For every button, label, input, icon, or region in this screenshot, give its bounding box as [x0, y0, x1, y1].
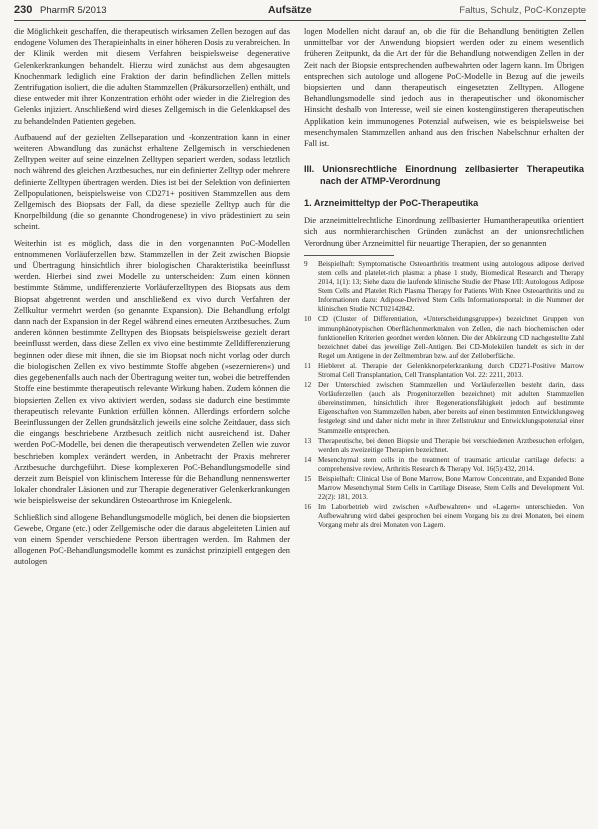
subsection-heading: 1. Arzneimitteltyp der PoC-Therapeutika — [304, 198, 479, 209]
footnote-number: 11 — [304, 361, 311, 370]
body-paragraph: die Möglichkeit geschaffen, die therapeutisch wirksamen Zellen bezogen auf das endogene Volumen des Therapieinhalts in einer höheren Dosis zu verabreichen. In der Klinik werden mit diesem Verfahren beispielsweise degenerative Gelenkerkrankungen behandelt. Hierzu wird zunächst aus dem abgesaugten Knochenmark lediglich eine Fraktion der darin befindlichen Zellen mittels Zentrifugation isoliert, die die adulten Stammzellen (Präkursorzellen) enthält, und diese entweder mit ihrer Konzentration erhöht oder wieder in die Zielregion des Gelenks injiziert. Anschließend wird dieses Zellgemisch in die Gelenkkapsel des zu behandelnden Patienten gegeben. — [14, 27, 290, 126]
footnote-number: 9 — [304, 259, 308, 268]
footnote-text: Mesenchymal stem cells in the treatment of traumatic articular cartilage defects: a comprehensive review, Arthritis Research & Therapy Vol. 16(5):432, 2014. — [318, 455, 584, 473]
left-column — [14, 26, 290, 573]
footnote-text: CD (Cluster of Differentiation, »Unterscheidungsgruppe«) bezeichnet Gruppen von immunphänotypischen Oberflächenmerkmalen von Zellen, die nach biochemischen oder funktionellen Kriterien geordnet werden können. Die der Abkürzung CD nachgestellte Zahl bezeichnet dabei das jeweilige Zell-Antigen. Bei CD-Molekülen handelt es sich in der Regel um Antigene in der Zellmembran bzw. auf der Zelloberfläche. — [318, 315, 584, 360]
body-paragraph: logen Modellen nicht darauf an, ob die für die Behandlung benötigten Zellen unmittelbar vor der Anwendung biopsiert werden oder zu einem wesentlich früheren Zeitpunkt, da die Art der für die Behandlung notwendigen Zellen in der Zeit nach der Biopsie entsprechenden aufbewahrten oder lagern kann. Im Übrigen entsprechen sich autologe und allogene PoC-Modelle in Bezug auf die jeweils biopsierten und dann therapeutisch eingesetzten Zelltypen. Allogene Behandlungsmodelle sind jedoch aus in therapeutischer und ökonomischer Hinsicht deshalb von Interesse, weil sie einen kostengünstigeren therapeutischen Applikation kein immunogenes Potenzial aufweisen, wie es beispielsweise bei mesenchymalen Stammzellen anhand aus den frischen Nabelschnur erhalten der Fall ist. — [304, 27, 584, 149]
body-paragraph: Weiterhin ist es möglich, dass die in den vorgenannten PoC-Modellen entnommenen Vorläuferzellen bzw. Stammzellen in der Zeit zwischen Biopsie und Übertragung hinsichtlich ihrer biologischen Charakteristika beeinflusst werden. Hierbei sind zwei Modelle zu unterscheiden: Zum einen können bestimmte Stämme, undifferenzierte Vorläuferzelltypen des Biopsats aus dem Biopsat abgetrennt werden und anschließend ex vivo durch Verfahren der Zellkultur vermehrt werden (so genannte Expansion). Die Behandlung erfolgt dann nach der Expansion in der Regel während eines erneuten Arztbesuches. Zum anderen können bestimmte Zelltypen des Biopsats beispielsweise gezielt derart beeinflusst werden, dass diese Zellen ex vivo eine bestimmte Zelldifferenzierung beginnen oder diese mit ihnen, die sie im Biopsat noch nicht vorlag oder durch die biologischen Zellen ex vivo bestimmte Stoffe abgeben (»sezernieren«) und dies gegebenenfalls auch nach der Übertragung weiter tun, wobei die betreffenden Stoffe eine bestimmte therapeutisch relevante Wirkung haben. Zudem können die biopsierten Zellen ex vivo aktiviert werden, sodass sie dadurch eine bestimmte therapeutisch relevante Funktion erfüllen können. Allerdings erfordern solche Beeinflussungen der Zellen grundsätzlich jeweils eine solche Zeitdauer, dass sich die eingangs beschriebene Arztbesuch zeitlich nicht ausreichend ist. Daher werden PoC-Modelle, bei denen die therapeutisch verwendeten Zellen wie zuvor beschrieben komplex verändert werden, in Anbetracht der Praxis mehrerer Arztbesuche durchgeführt. Diese komplexeren PoC-Behandlungsmodelle sind derzeit zum Beispiel von klinischem Interesse für die Behandlung nennenswerter lokaler chondraler Läsionen und zur Therapie degenerativer Gelenkerkrankungen wie beispielsweise der sekundären Osteoarthrose im Kniegelenk. — [14, 238, 290, 506]
footnote-number: 16 — [304, 503, 312, 512]
footnote-text: Hiebleret al. Therapie der Gelenkknorpelerkrankung durch CD271-Positive Marrow Stromal Cell Transplantation, Cell Transplantation Vol. 22: 2211, 2013. — [318, 361, 584, 379]
footnote — [304, 315, 584, 360]
footnote — [304, 381, 584, 436]
section-heading: III. Unionsrechtliche Einordnung zellbasierter Therapeutika nach der ATMP-Verordnung — [304, 164, 584, 187]
footnote-rule — [304, 255, 394, 256]
footnote-number: 12 — [304, 381, 312, 390]
footnote — [304, 503, 584, 530]
footnote-text: Therapeutische, bei denen Biopsie und Therapie bei verschiedenen Arztbesuchen erfolgen, werden als zweizeitige Therapien bezeichnet. — [318, 436, 584, 454]
footnote-text: Im Laborbetrieb wird zwischen »Aufbewahren« und »Lagern« unterschieden. Von Aufbewahrung wird dabei gesprochen bei einem Vorgang bis zu drei Monaten, bei einem Vorgang mehr als drei Monaten von Lagern. — [318, 503, 584, 530]
footnotes — [304, 260, 584, 531]
footnote-number: 14 — [304, 455, 312, 464]
right-column — [304, 26, 584, 532]
footnote — [304, 260, 584, 315]
page-number: 230 — [14, 4, 33, 16]
footnote-number: 13 — [304, 436, 312, 445]
footnote — [304, 475, 584, 502]
running-authors: Faltus, Schulz, PoC-Konzepte — [459, 5, 586, 16]
footnote-text: Beispielhaft: Clinical Use of Bone Marrow, Bone Marrow Concentrate, and Expanded Bone Marrow Mesenchymal Stem Cells in Cartilage Disease, Stem Cells and Development Vol. 22(2): 181, 2013. — [318, 475, 584, 502]
journal-issue: PharmR 5/2013 — [40, 5, 107, 16]
page-header — [0, 0, 598, 22]
footnote — [304, 362, 584, 380]
footnote — [304, 456, 584, 474]
footnote — [304, 437, 584, 455]
body-paragraph: Aufbauend auf der gezielten Zellseparation und -konzentration kann in einer weiteren Abwandlung das zunächst erhaltene Zellgemisch in verschiedenen Zelltypen weiter auf seine einzelnen Zelltypen separiert werden, sodass letztlich noch während des gleichen Arztbesuches, nur ein definierter Zelltyp oder mehrere definierte Zelltypen übertragen werden. Dies ist bei der Selektion von definierten Zellpopulationen, beispielsweise von CD271+ positiven Stammzellen aus dem Zellgemisch des Biopsats der Fall, da diese spezielle Zelltyp auch für die Knorpelbildung (die so genannte Chondrogenese) in vivo prädestiniert zu sein scheint. — [14, 132, 290, 232]
header-rule — [14, 20, 586, 21]
footnote-text: Der Unterschied zwischen Stammzellen und Vorläuferzellen besteht darin, dass Vorläuferzellen (auch als Progenitorzellen bezeichnet) mit adulten Stammzellen übereinstimmen, hinsichtlich ihrer Regenerationsfähigkeit jedoch auf bestimmte Eigenschaften von Stammzellen haben, aber bereits auf einen bestimmten Entwicklungsweg festgelegt sind und daher nicht mehr in ihrer Zellstruktur und Entwicklungspotenzial einer Stammzelle entsprechen. — [318, 381, 584, 435]
footnote-number: 10 — [304, 315, 312, 324]
footnote-text: Beispielhaft: Symptomatische Osteoarthritis treatment using autologous adipose derived stem cells and platelet-rich plasma: a phase 1 study, Biomedical Research and Therapy 2014, 1(1): 13; Siehe dazu die laufende klinische Studie der Phase I/II: Autologous Adipose Stem Cells and Platelet Rich Plasma Therapy for Patients With Knee Osteoarthritis und zu Informationen dazu: Adipose-Derived Stem Cells Informationsportal: in die Nummer der klinischen Studie NCT02142842. — [318, 259, 584, 314]
body-paragraph: Schließlich sind allogene Behandlungsmodelle möglich, bei denen die biopsierten Gewebe, Organe (etc.) oder Zellgemische oder die daraus abgeleiteten Linien auf von einem Spender verschiedene Person übertragen werden. Im Rahmen der allogenen PoC-Behandlungsmodelle kommt es zunächst prinzipiell entgegen den autologen — [14, 512, 290, 567]
body-paragraph: Die arzneimittelrechtliche Einordnung zellbasierter Humantherapeutika orientiert sich aus normhierarchischen Gründen zunächst an der unionsrechtlichen Verordnung über Arzneimittel für neuartige Therapien, der so genannten — [304, 216, 584, 248]
footnote-number: 15 — [304, 475, 312, 483]
section-title: Aufsätze — [268, 4, 312, 16]
